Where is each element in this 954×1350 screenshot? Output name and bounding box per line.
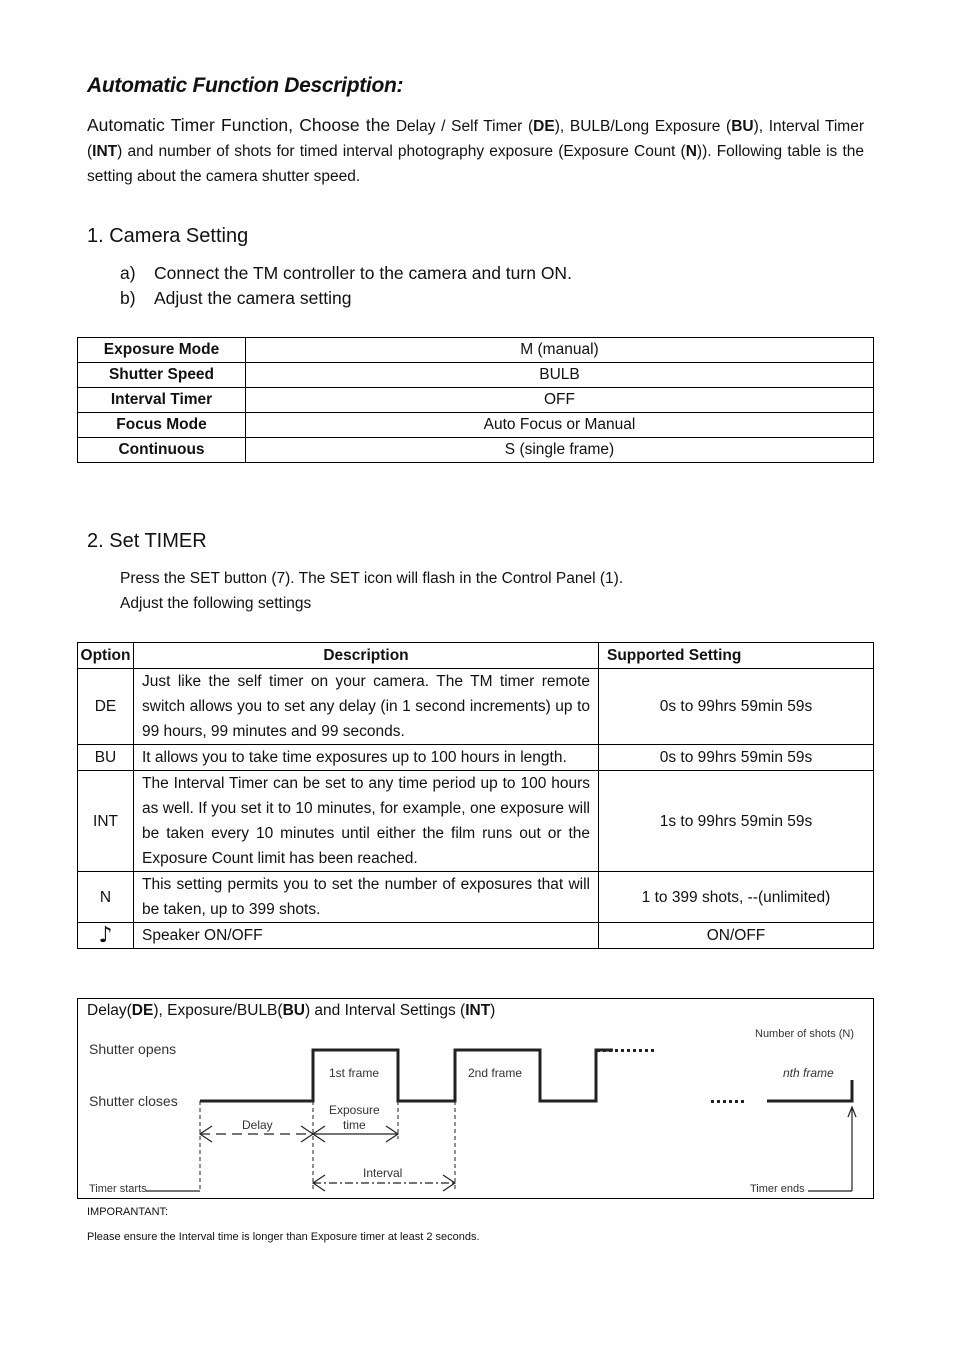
intro-paragraph — [87, 113, 864, 189]
list-marker: a) — [120, 263, 136, 283]
timer-ends-label: Timer ends — [750, 1183, 805, 1195]
list-item — [120, 288, 351, 309]
description-cell: Speaker ON/OFF — [134, 923, 599, 949]
setting-key: Focus Mode — [78, 413, 246, 438]
shutter-closes-label: Shutter closes — [89, 1093, 178, 1109]
option-cell: N — [78, 872, 134, 923]
intro-de: DE — [533, 118, 555, 135]
setting-value: OFF — [246, 388, 874, 413]
option-cell: DE — [78, 669, 134, 745]
delay-label: Delay — [242, 1118, 273, 1132]
setting-cell: 1 to 399 shots, --(unlimited) — [599, 872, 874, 923]
description-cell: This setting permits you to set the number of exposures that will be taken, up to 399 shots. — [134, 872, 599, 923]
list-marker: b) — [120, 288, 136, 308]
number-of-shots-label: Number of shots (N) — [755, 1028, 855, 1040]
setting-value: M (manual) — [246, 338, 874, 363]
list-text: Adjust the camera setting — [154, 288, 352, 308]
intro-text: )). Following table is the setting about the camera shutter speed. — [87, 143, 865, 185]
section2-instruction: Adjust the following settings — [120, 595, 312, 612]
table-row — [78, 745, 874, 771]
table-row — [78, 388, 874, 413]
setting-key: Exposure Mode — [78, 338, 246, 363]
setting-value: BULB — [246, 363, 874, 388]
interval-label: Interval — [363, 1166, 403, 1180]
timing-waveform — [78, 999, 873, 1198]
nth-frame-label: nth frame — [783, 1066, 834, 1080]
music-note-icon: ♪ — [78, 923, 134, 949]
caption-bu: BU — [282, 1002, 305, 1019]
camera-settings-table — [77, 337, 874, 463]
description-cell: Just like the self timer on your camera. The TM timer remote switch allows you to set any delay (in 1 second increments) up to 99 hours, 99 minutes and 99 seconds. — [134, 669, 599, 745]
intro-int: INT — [92, 143, 118, 160]
table-row — [78, 363, 874, 388]
setting-cell: 1s to 99hrs 59min 59s — [599, 771, 874, 872]
table-row — [78, 438, 874, 463]
table-header-row — [78, 643, 874, 669]
timing-diagram — [77, 998, 874, 1199]
table-row — [78, 923, 874, 949]
setting-cell: 0s to 99hrs 59min 59s — [599, 669, 874, 745]
caption-text: Delay( — [87, 1002, 132, 1019]
caption-int: INT — [465, 1002, 491, 1019]
table-row — [78, 338, 874, 363]
option-cell: INT — [78, 771, 134, 872]
intro-text: ), BULB/Long Exposure ( — [554, 118, 732, 135]
section2-instruction: Press the SET button (7). The SET icon will flash in the Control Panel (1). — [120, 570, 624, 587]
section1-heading: 1. Camera Setting — [87, 225, 249, 247]
caption-text: ) and Interval Settings ( — [304, 1002, 466, 1019]
column-header: Supported Setting — [599, 643, 874, 669]
timer-settings-table — [77, 642, 874, 949]
intro-n: N — [685, 143, 697, 160]
setting-key: Continuous — [78, 438, 246, 463]
table-row — [78, 872, 874, 923]
exposure-label: Exposure — [329, 1103, 380, 1117]
intro-bu: BU — [731, 118, 754, 135]
option-cell: BU — [78, 745, 134, 771]
section2-heading: 2. Set TIMER — [87, 530, 207, 552]
setting-cell: 0s to 99hrs 59min 59s — [599, 745, 874, 771]
important-label: IMPORANTANT: — [87, 1206, 169, 1218]
list-item — [120, 263, 572, 284]
setting-value: Auto Focus or Manual — [246, 413, 874, 438]
caption-de: DE — [131, 1002, 154, 1019]
intro-lead: Automatic Timer Function, Choose the — [87, 115, 391, 135]
exposure-time-label: time — [343, 1118, 366, 1132]
description-cell: It allows you to take time exposures up to 100 hours in length. — [134, 745, 599, 771]
second-frame-label: 2nd frame — [468, 1066, 523, 1080]
intro-text: ) and number of shots for timed interval photography exposure (Exposure Count ( — [117, 143, 686, 160]
timer-starts-label: Timer starts — [89, 1183, 147, 1195]
caption-text: ) — [490, 1002, 496, 1019]
intro-text: ), Interval Timer ( — [87, 118, 865, 160]
setting-value: S (single frame) — [246, 438, 874, 463]
table-row — [78, 669, 874, 745]
table-row — [78, 771, 874, 872]
page-title: Automatic Function Description: — [87, 74, 404, 97]
setting-key: Shutter Speed — [78, 363, 246, 388]
caption-text: ), Exposure/BULB( — [153, 1002, 283, 1019]
column-header: Description — [134, 643, 599, 669]
description-cell: The Interval Timer can be set to any time period up to 100 hours as well. If you set it to 10 minutes, for example, one exposure will be taken every 10 minutes until either the film runs out or the Exposure Count limit has been reached. — [134, 771, 599, 872]
table-row — [78, 413, 874, 438]
column-header: Option — [78, 643, 134, 669]
first-frame-label: 1st frame — [329, 1066, 380, 1080]
setting-cell: ON/OFF — [599, 923, 874, 949]
shutter-opens-label: Shutter opens — [89, 1041, 177, 1057]
list-text: Connect the TM controller to the camera and turn ON. — [154, 263, 572, 283]
intro-text: Delay / Self Timer ( — [390, 118, 534, 135]
important-note: Please ensure the Interval time is longer than Exposure timer at least 2 seconds. — [87, 1231, 480, 1243]
setting-key: Interval Timer — [78, 388, 246, 413]
